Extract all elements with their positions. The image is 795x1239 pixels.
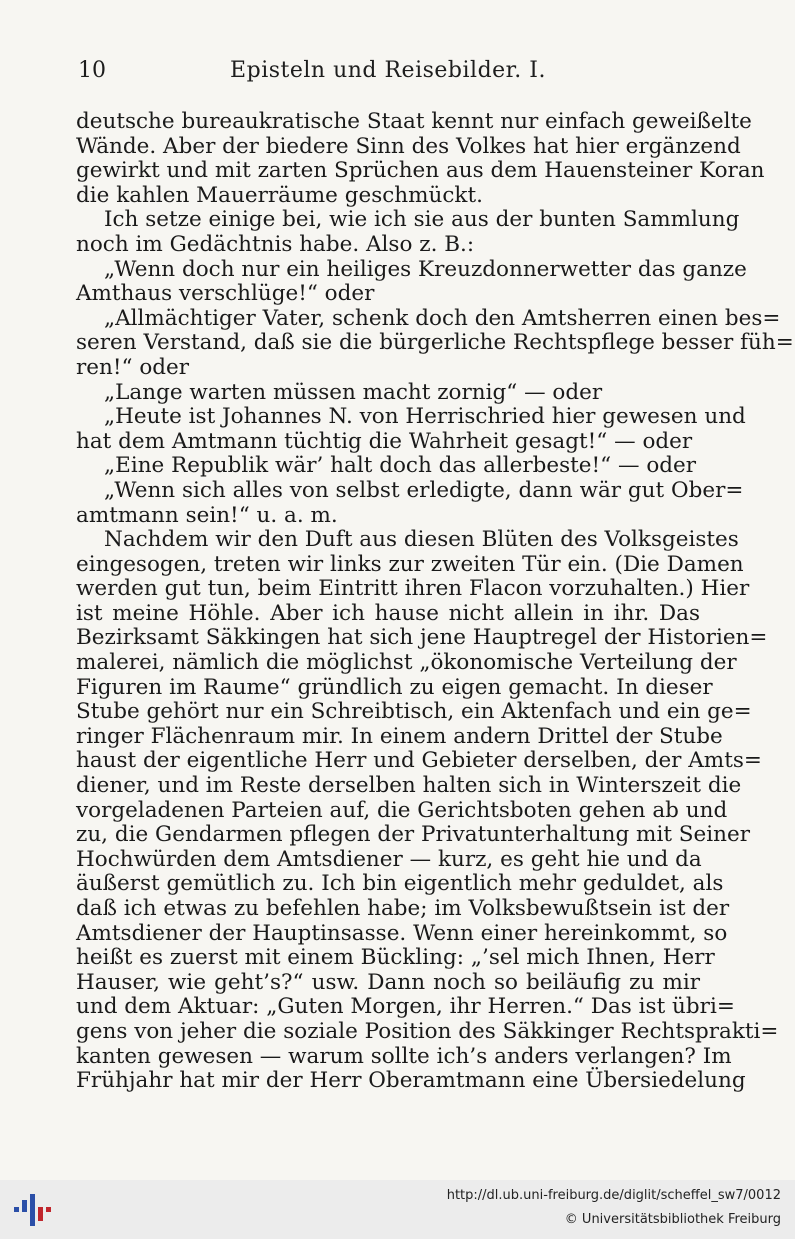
text-line: „Eine Republik wär’ halt doch das allerbeste!“ — oder: [104, 453, 697, 479]
text-line: „Wenn sich alles von selbst erledigte, dann wär gut Ober=: [104, 477, 744, 503]
text-line: amtmann sein!“ u. a. m.: [76, 502, 338, 528]
text-line: zu, die Gendarmen pflegen der Privatunterhaltung mit Seiner: [76, 822, 750, 848]
text-line: noch im Gedächtnis habe. Also z. B.:: [76, 231, 475, 257]
text-line: Hochwürden dem Amtsdiener — kurz, es geht hie und da: [76, 846, 702, 872]
text-line: „Wenn doch nur ein heiliges Kreuzdonnerwetter das ganze: [104, 256, 747, 282]
text-line: „Heute ist Johannes N. von Herrischried hier gewesen und: [104, 404, 746, 430]
text-line: eingesogen, treten wir links zur zweiten Tür ein. (Die Damen: [76, 551, 744, 577]
viewer-footer: [0, 1180, 795, 1239]
text-line: gewirkt und mit zarten Sprüchen aus dem Hauensteiner Koran: [76, 158, 765, 184]
text-line: gens von jeher die soziale Position des Säkkinger Rechtsprakti=: [76, 1018, 779, 1044]
text-line: heißt es zuerst mit einem Bückling: „’sel mich Ihnen, Herr: [76, 945, 715, 971]
page-number: 10: [78, 58, 106, 83]
text-line: kanten gewesen — warum sollte ich’s anders verlangen? Im: [76, 1043, 732, 1069]
text-line: deutsche bureaukratische Staat kennt nur einfach geweißelte: [76, 109, 752, 134]
text-line: Figuren im Raume“ gründlich zu eigen gemacht. In dieser: [76, 674, 713, 700]
text-line: Stube gehört nur ein Schreibtisch, ein Aktenfach und ein ge=: [76, 699, 752, 725]
body-text: [76, 109, 794, 1094]
text-line: hat dem Amtmann tüchtig die Wahrheit gesagt!“ — oder: [76, 428, 693, 454]
page-header: [78, 58, 698, 94]
text-line: malerei, nämlich die möglichst „ökonomische Verteilung der: [76, 650, 737, 676]
text-line: seren Verstand, daß sie die bürgerliche Rechtspflege besser füh=: [76, 330, 794, 356]
text-line: Hauser, wie geht’s?“ usw. Dann noch so beiläufig zu mir: [76, 969, 700, 995]
text-line: Amtsdiener der Hauptinsasse. Wenn einer hereinkommt, so: [76, 920, 728, 946]
text-line: „Allmächtiger Vater, schenk doch den Amtsherren einen bes=: [104, 305, 781, 331]
text-line: Frühjahr hat mir der Herr Oberamtmann eine Übersiedelung: [76, 1068, 746, 1094]
text-line: Ich setze einige bei, wie ich sie aus der bunten Sammlung: [104, 207, 740, 233]
text-line: vorgeladenen Parteien auf, die Gerichtsboten gehen ab und: [76, 797, 728, 823]
text-line: ringer Flächenraum mir. In einem andern Drittel der Stube: [76, 723, 723, 749]
text-line: ren!“ oder: [76, 354, 190, 380]
copyright-notice: © Universitätsbibliothek Freiburg: [564, 1212, 781, 1227]
text-line: die kahlen Mauerräume geschmückt.: [76, 182, 483, 208]
source-url[interactable]: http://dl.ub.uni-freiburg.de/diglit/scheffel_sw7/0012: [446, 1188, 781, 1203]
text-line: Amthaus verschlüge!“ oder: [76, 281, 375, 307]
ub-freiburg-logo-icon[interactable]: [12, 1192, 52, 1228]
text-line: diener, und im Reste derselben halten sich in Winterszeit die: [76, 773, 742, 799]
text-line: „Lange warten müssen macht zornig“ — oder: [104, 379, 603, 405]
text-line: Nachdem wir den Duft aus diesen Blüten des Volksgeistes: [104, 527, 739, 553]
text-line: äußerst gemütlich zu. Ich bin eigentlich mehr geduldet, als: [76, 871, 724, 897]
text-line: und dem Aktuar: „Guten Morgen, ihr Herren.“ Das ist übri=: [76, 994, 735, 1020]
text-line: ist meine Höhle. Aber ich hause nicht allein in ihr. Das: [76, 600, 700, 626]
text-line: werden gut tun, beim Eintritt ihren Flacon vorzuhalten.) Hier: [76, 576, 750, 602]
text-line: Bezirksamt Säkkingen hat sich jene Hauptregel der Historien=: [76, 625, 768, 651]
text-line: daß ich etwas zu befehlen habe; im Volksbewußtsein ist der: [76, 896, 730, 921]
text-line: haust der eigentliche Herr und Gebieter derselben, der Amts=: [76, 748, 762, 774]
running-title: Episteln und Reisebilder. I.: [230, 58, 546, 83]
text-line: Wände. Aber der biedere Sinn des Volkes hat hier ergänzend: [76, 133, 741, 159]
